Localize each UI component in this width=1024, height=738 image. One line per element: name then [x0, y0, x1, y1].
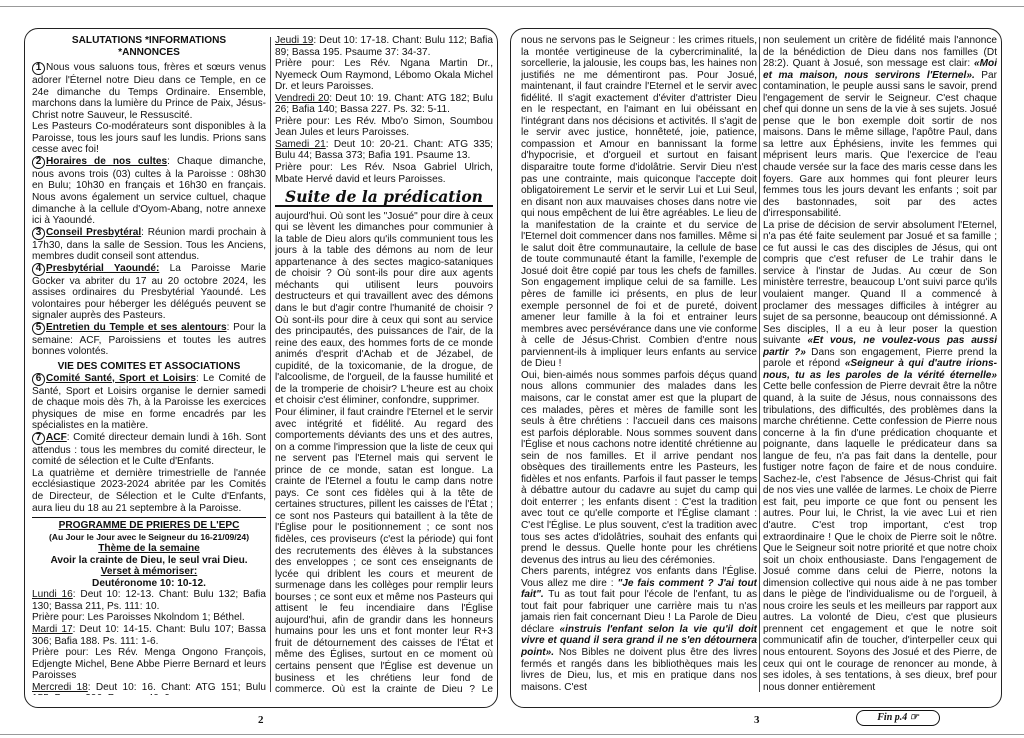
announcement-3	[32, 227, 266, 263]
continued-badge	[856, 710, 940, 726]
day-label: Jeudi 19	[275, 35, 314, 46]
verse-label: Verset à mémoriser:	[100, 566, 198, 578]
number-badge: 6	[32, 373, 45, 386]
sermon-paragraph: Oui, bien-aimés nous sommes parfois déçus quand nous allons communier des malades dans les maisons, car le constat amer est que la plupart de ces malades, pères et mères de famille sont les seuls à être chrétiens : l'accueil dans ces maisons est parfois déplorable. Nous sommes souvent dans l'Église et nous cachons notre identité chrétienne au sein de nos familles. Et il arrive pendant nos obsèques des tiraillements entre les Pasteurs, les fidèles et nos enfants. Parfois il faut passer le temps à débattre autour du cadavre au sujet du camp qui doit enterrer ; les enfants disent : C'est la tradition avec tout ce qu'elle comporte et l'Église clamant : C'est l'Église. Le plus souvent, c'est la tradition avec tous ses actes d'idolâtries, souhait des enfants qui prend le dessus. Quelle honte pour les chrétiens devenus des intrus au lieu des cérémonies.	[521, 369, 757, 566]
day-label: Mardi 17	[32, 623, 73, 635]
sermon-paragraph	[763, 220, 997, 693]
sermon-column-3	[763, 35, 997, 695]
day-friday	[275, 93, 493, 116]
announcement-text: : Comité directeur demain lundi à 16h. Sont attendus : tous les membres du comité directeur, le comité de sélection et le Culte d'Enfants.	[32, 431, 266, 468]
announcement-heading: Comité Santé, Sport et Loisirs	[46, 372, 196, 384]
title-line-2: *ANNONCES	[118, 46, 180, 58]
page-number-3: 3	[754, 714, 760, 726]
quote: «Moi et ma maison, nous servirons l'Eternel».	[763, 58, 997, 81]
sermon-paragraph: Pour éliminer, il faut craindre l'Eternel et le servir avec intégrité et fidélité. Au regard des comportements déviants des uns et des autres, on a comme l'impression que la liste de ceux qui ne servent pas l'Eternel mais qui servent le prince de ce monde, satan est longue. La crainte de l'Eternel a foutu le camp dans notre pays. Ce sont ces fidèles qui à la tête de certaines structures, pillent les caisses de l'État ; ce sont nos Pasteurs qui bataillent à la tête de l'Église pour le positionnement ; ce sont nos fidèles, ces proviseurs (c'est la période) qui font des recrutements des élèves à la substances des enveloppes ; ce sont ces enseignants de lycée qui driblent les cours et meurent de surmenage dans les collèges pour remplir leurs bourses ; ce sont eux et même nos Pasteurs qui attisent le feu incendiaire dans l'Église aujourd'hui, afin de grandir dans les honneurs humains pour les uns et font monter leur R+3 fruit de détournement des caisses de l'État et même des Églises, surtout en ce moment où certains pensent que l'Église est devenue un business et les chrétiens leur fond de commerce. Où est la crainte de Dieu ? Le	[275, 406, 493, 695]
number-badge: 2	[32, 156, 45, 169]
text: Tu as tout fait pour l'école de l'enfant, tu as tout fait pour fabriquer une carrière mais tu n'as jamais rien fait concernant Dieu ! La Parole de Dieu déclare	[521, 589, 757, 635]
column-separator	[270, 37, 271, 692]
day-thursday	[275, 35, 493, 58]
day-label: Mercredi 18	[32, 681, 88, 693]
title-line-1: SALUTATIONS *INFORMATIONS	[71, 35, 227, 46]
announcement-6	[32, 373, 266, 432]
announcement-heading: Conseil Presbytéral	[46, 226, 142, 238]
announcement-1b: Les Pasteurs Co-modérateurs sont disponibles à la Paroisse, tous les jours sauf les lundis. Prions sans cesse avec foi!	[32, 121, 266, 156]
announcement-heading: Presbytérial Yaoundé:	[46, 262, 160, 274]
announcement-7b: La quatrième et dernière trimestrielle de l'année ecclésiastique 2023-2024 abritée par les Comités de Directeur, de Sélection et le Culte d'Enfants, aura lieu du 18 au 21 septembre à la Paroisse.	[32, 467, 266, 514]
theme-label: Thème de la semaine	[98, 543, 200, 555]
announcement-text: : Chaque dimanche, nous avons trois (03) cultes à la Paroisse : 08h30 en Bulu; 10h30 en français et 16h30 en français. Nous avons également un service cultuel, chaque dimanche à la cellule d'Oyom-Abang, notre annexe ici à Yaoundé.	[32, 155, 266, 227]
prayer-thursday: Prière pour: Les Rév. Ngana Martin Dr., Nyemeck Oum Raymond, Lébomo Okala Michel Dr. et leurs Paroisses.	[275, 58, 493, 93]
quote: «Seigneur à qui d'autre irions-nous, tu as les paroles de la vérité éternelle»	[763, 358, 997, 381]
prayer-saturday: Prière pour: Les Rév. Nsoa Gabriel Ulrich, Mbate Hervé david et leurs Paroisses.	[275, 162, 493, 185]
announcement-7	[32, 432, 266, 468]
sermon-paragraph: nous ne servons pas le Seigneur : les crimes rituels, la montée vertigineuse de la cybercriminalité, la sorcellerie, la jalousie, les coups bas, les haines non justifiés ne me démentiront pas. Pour Josué, maintenant, il faut craindre l'Eternel et le servir avec fidélité. Il s'agit exactement d'éviter d'attrister Dieu en le respectant, en l'aimant en lui obéissant en l'intégrant dans nos décisions et activités. Il s'agit de le servir avec justice, honnêteté, joie, patience, compassion et Amour en bannissant la forme d'hypocrisie, et d'orgueil et surtout en faisant disparaitre toute forme d'idolâtrie. Servir Dieu n'est pas une contrainte, mais quiconque l'accepte doit obligatoirement Le servir et le servir Lui et Lui Seul, en disant non aux mauvaises choses dans notre vie qui nous empêchent de lui être agréables. Le lieu de la manifestation de la crainte et du service de l'Eternel doit commencer dans nos familles. Même si le salut doit être communautaire, la cellule de base de toute communauté étant la famille, l'exemple de Josué doit être copié par tous les chefs de familles. Son engagement implique celui de sa famille. Les pères de famille ici présents, en plus de leur exemple personnel de foi et de pureté, doivent amener leur famille à la foi et entrainer leurs membres avec persévérance dans une vie conforme à celle de Jésus-Christ. Combien d'entre nous parviennent-ils à impliquer leurs enfants au service de Dieu !	[521, 35, 757, 370]
text: Nos Bibles ne doivent plus être des livres fermés et rangés dans les bibliothèques mais les livres de Dieu, lus, et mis en pratique dans nos maisons. C'est	[521, 646, 757, 693]
announcement-heading: Horaires de nos cultes	[46, 155, 168, 167]
prayer-program-title: PROGRAMME DE PRIERES DE L'EPC	[58, 520, 240, 532]
bottom-edge-line	[0, 734, 1024, 735]
sermon-column-2	[521, 35, 757, 695]
page-number-2: 2	[258, 714, 264, 726]
day-text: : Deut 10: 16. Chant: ATG 151; Bulu	[87, 681, 266, 693]
sermon-paragraph	[521, 566, 757, 693]
quote: «instruis l'enfant selon la vie qu'il doit vivre et quand il sera grand il ne s'en détournera point».	[521, 623, 757, 658]
day-text: : Deut 10: 17-18. Chant: Bulu 112; Bafia 89; Bassa 195. Psaume 37: 34-37.	[275, 35, 493, 58]
sermon-column-1	[275, 35, 493, 695]
announcement-heading: Entretien du Temple et ses alentours	[46, 321, 227, 333]
announcements-title	[32, 35, 266, 58]
day-label: Lundi 16	[32, 589, 73, 601]
text: Cette belle confession de Pierre devrait être la nôtre quand, à la suite de Jésus, nous connaissons des tribulations, des difficultés, des problèmes dans la marche chrétienne. Cette confession de Pierre nous concerne à la fin d'une prédication choquante et poignante, dans laquelle le prédicateur dans sa langue de feu, n'a pas fait dans la dentelle, pour fustiger notre façon de faire et de nous conduire. Sachez-le, c'est l'absence de Jésus-Christ qui fait de nos vies une vallée de larmes. Le choix de Pierre est fait, peu importe ce que font ou pensent les autres. Pour lui, le Christ, la vie avec Lui et rien d'autre. C'est trop important, c'est trop extraordinaire ! Que le choix de Pierre soit le nôtre. Que le Seigneur soit notre priorité et que notre choix soit un choix enthousiaste. Dans l'engagement de Josué comme dans celui de Pierre, notons la dimension collective qui nous aide à ne pas tomber dans le piège de l'individualisme ou de l'orgueil, à nous croire les seuls et les meilleurs par rapport aux autres. La volonté de Dieu, c'est que plusieurs prennent cet engagement et que le notre soit communicatif afin de toucher, d'interpeller ceux qui nous entourent. Soyons des Josué et des Pierre, de ceux qui ont le courage de renoncer au monde, à ses idoles, à ses tentations, à ses dieux, bref pour nous donner entièrement	[763, 381, 997, 693]
continued-label: Fin p.4	[877, 712, 908, 723]
announcement-text: : Réunion mardi prochain à 17h30, dans la salle de Session. Tous les Anciens, membres dudit conseil sont attendus.	[32, 226, 266, 263]
day-text: : Deut 10: 19. Chant: ATG 182; Bulu 26; Bafia 140; Bassa 227. Ps. 32: 5-11.	[275, 92, 493, 116]
text: La prise de décision de servir absolument l'Eternel, n'a pas été faite seulement par Josué et sa famille ; ce fut aussi le cas des disciples de Jésus, qui ont compris que c'est refuser de Le trahir dans le service à l'instar de Judas. Au cœur de Son ministère terrestre, beaucoup L'ont suivi parce qu'ils voulaient manger. Quand Il a commencé à proclamer des messages difficiles à intégrer au sujet de sa personne, beaucoup ont démissionné. A Ses disciples, Il a eu à leur poser la question suivante	[763, 219, 997, 347]
top-edge-line	[0, 6, 1024, 7]
announcement-2	[32, 156, 266, 227]
prayer-friday: Prière pour: Les Rév. Mbo'o Simon, Soumbou Jean Jules et leurs Paroisses.	[275, 115, 493, 139]
day-label: Samedi 21	[275, 138, 326, 150]
text: non seulement un critère de fidélité mais l'annonce de la bénédiction de Dieu dans nos familles (Dt 28:2). Quant à Josué, son message est clair:	[763, 35, 997, 70]
day-monday	[32, 589, 266, 612]
page-2-frame	[24, 28, 498, 708]
day-text: : Deut 10: 14-15. Chant: Bulu 107; Bassa 306; Bafia 188. Ps. 111: 1-6.	[32, 623, 266, 647]
pointing-hand-icon: ☞	[909, 712, 919, 723]
day-text: : Deut 10: 12-13. Chant: Bulu 132; Bafia 130; Bassa 211, Ps. 111: 10.	[32, 589, 266, 612]
quote: "Je fais comment ? J'ai tout fait".	[521, 577, 757, 601]
number-badge: 4	[32, 263, 45, 276]
text: Chers parents, intégrez vos enfants dans l'Église. Vous allez me dire :	[521, 566, 757, 589]
prayer-monday: Prière pour: Les Paroisses Nkolndom 1; Béthel.	[32, 612, 245, 624]
theme-text: Avoir la crainte de Dieu, le seul vrai Dieu.	[50, 554, 248, 566]
number-badge: 5	[32, 322, 45, 335]
quote: «Et vous, ne voulez-vous pas aussi partir ?»	[763, 335, 997, 358]
announcement-text: La Paroisse Marie Gocker va abriter du 17 au 20 octobre 2024, les assises ordinaires du Presbytérial Yaoundé. Les volontaires pour héberger les délégués peuvent se signaler auprès des Pasteurs.	[32, 262, 266, 322]
sermon-paragraph	[763, 35, 997, 220]
day-tuesday	[32, 624, 266, 647]
column-separator	[759, 37, 760, 692]
announcement-4	[32, 263, 266, 322]
announcements-column	[32, 35, 266, 695]
verse-reference: Deutéronome 10: 10-12.	[92, 577, 206, 589]
prayer-tuesday: Prière pour: Les Rév. Menga Ongono François, Edjengte Michel, Bene Abbe Pierre Bernard et leurs Paroisses	[32, 647, 266, 682]
sermon-continuation-title: Suite de la prédication	[275, 191, 493, 207]
number-badge: 7	[32, 432, 45, 445]
announcement-text: Nous vous saluons tous, frères et sœurs venus adorer l'Éternel notre Dieu dans ce Temple, en ce 24e dimanche du Temps Ordinaire. Ensemble, marchons dans la lumière du Prince de Paix, Jésus-Christ notre Sauveur, le Ressuscité.	[32, 62, 266, 121]
divider	[32, 517, 266, 518]
number-badge: 3	[32, 227, 45, 240]
announcement-5	[32, 322, 266, 358]
text: Dans son engagement, Pierre prend la parole et répond	[763, 346, 997, 370]
announcement-text: : Le Comité de Santé, Sport et Loisirs organise le dernier samedi de chaque mois dès 7h, à la Paroisse les exercices physiques de mise en forme encadrés par les spécialistes en la matière.	[32, 372, 266, 432]
day-label: Vendredi 20	[275, 92, 330, 104]
prayer-program-subtitle: (Au Jour le Jour avec le Seigneur du 16-21/09/24)	[48, 531, 250, 542]
day-text: : Deut 10: 20-21. Chant: ATG 335; Bulu 44; Bassa 373; Bafia 191. Psaume 13.	[275, 138, 493, 162]
text: Par contamination, le peuple aussi sans le savoir, prend l'engagement de servir le Seigneur. C'est chaque chef qui donne un sens de la vie à ses sujets. Josué pense que le bon exemple doit sortir de nos maisons. Dans le même sillage, l'apôtre Paul, dans sa lettre aux Éphésiens, invite les femmes qui méprisent leurs maris. Que l'exercice de l'eau chaude versée sur la face des maris cesse dans les foyers. Gare aux hommes qui font pleurer leurs femmes tous les jours devant les enfants ; soit par des bastonnades, soit par des actes d'irresponsabilité.	[763, 69, 997, 220]
announcement-heading: ACF	[46, 431, 67, 443]
page-3-frame	[510, 28, 1002, 708]
sermon-paragraph: aujourd'hui. Où sont les "Josué" pour dire à ceux qui se lèvent les dimanches pour communier à la table de Dieu alors qu'ils communient tous les jours à la table des démons au nom de leur appartenance à des sectes magico-sataniques de choisir ? Où sont-ils pour dire aux agents méchants qui utilisent leurs pouvoirs destructeurs et qui travaillent avec des démons dans le but d'agir contre l'humanité de choisir ? Où sont-ils pour dire à ceux qui sont au service des principautés, des puissances de l'air, de la reine des eaux, des hommes forts de ce monde animés d'esprit d'Achab et de Jézabel, de cupidité, de la toxicomanie, de la drogue, de l'alcoolisme, de l'orgueil, de la fausse humilité et de la tromperie de choisir? L'heure est au choix et choisir c'est éliminer, confondre, supprimer.	[275, 210, 493, 407]
number-badge: 1	[32, 62, 45, 75]
committees-title: VIE DES COMITES ET ASSOCIATIONS	[57, 361, 241, 373]
day-saturday	[275, 139, 493, 162]
day-wednesday	[32, 682, 266, 695]
announcement-text: : Pour la semaine: ACF, Paroissiens et toutes les autres bonnes volontés.	[32, 321, 266, 358]
announcement-1	[32, 62, 266, 121]
